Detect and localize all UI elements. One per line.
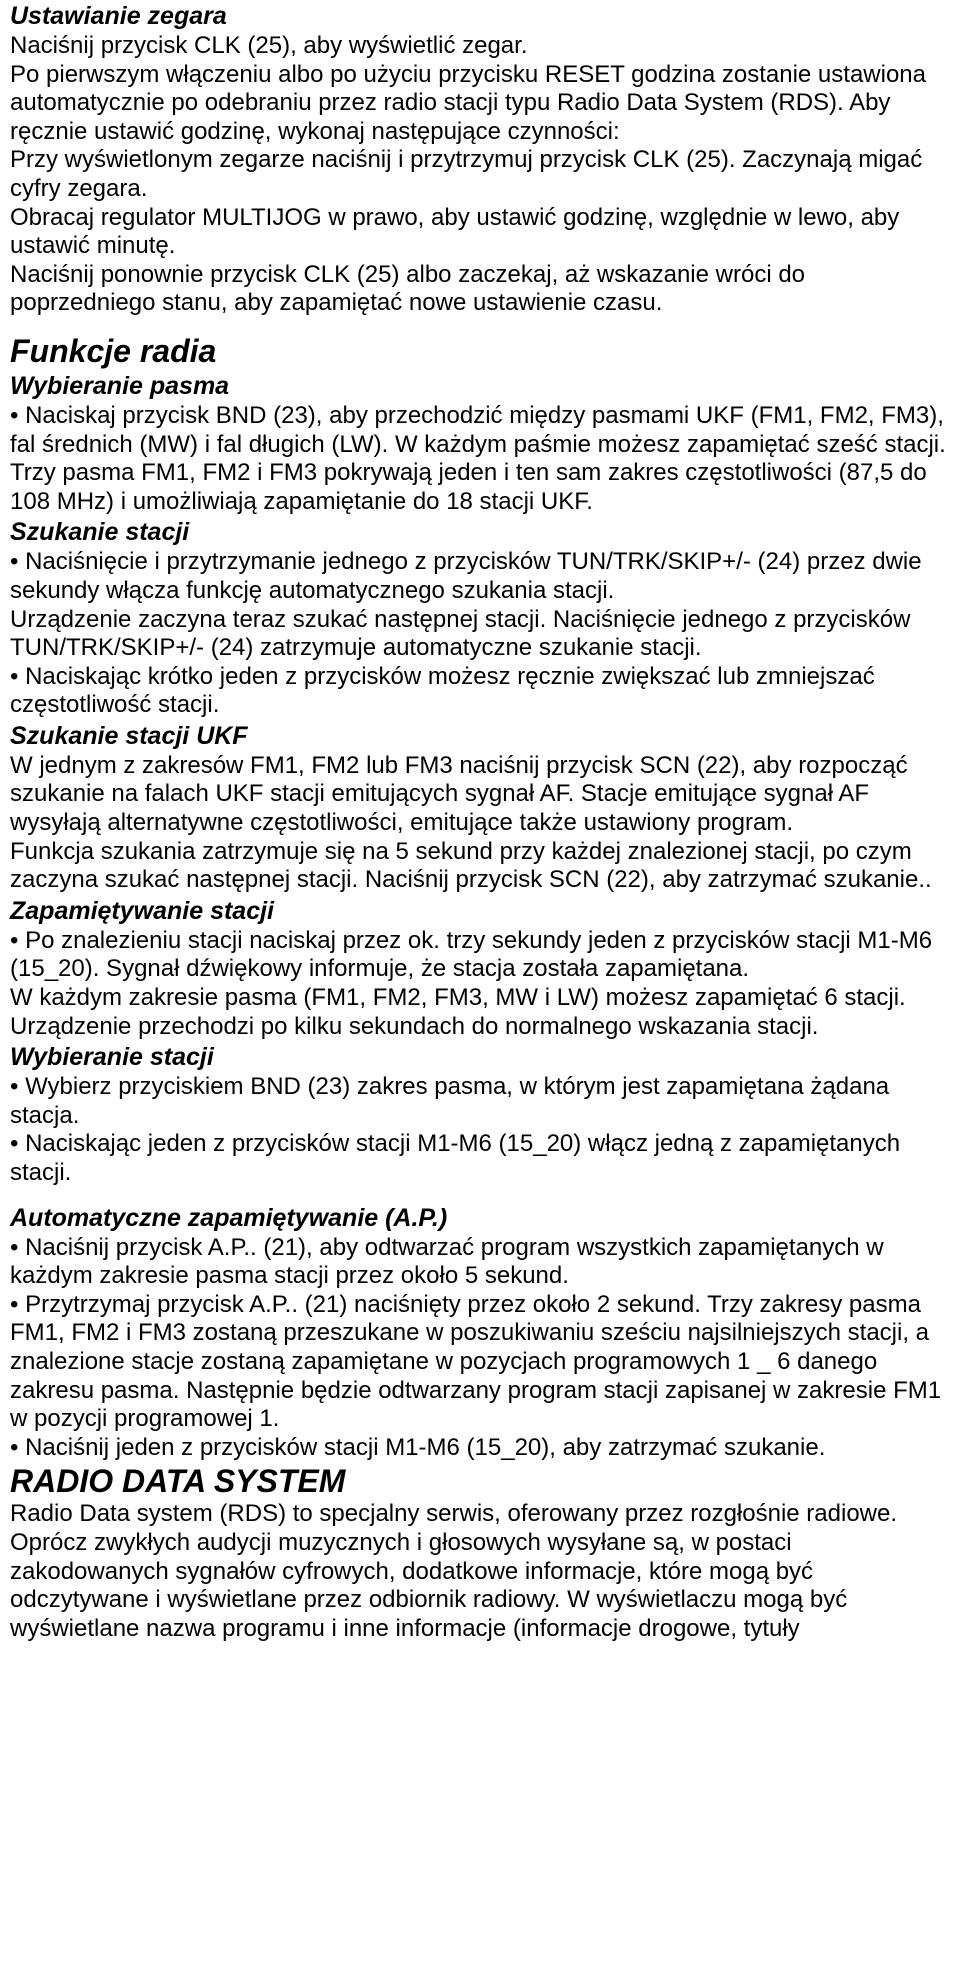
paragraph: Funkcja szukania zatrzymuje się na 5 sekund przy każdej znalezionej stacji, po czym zaczyna szukać następnej stacji. Naciśnij przycisk SCN (22), aby zatrzymać szukanie.. [10,837,932,894]
section-heading: Szukanie stacji UKF [10,721,248,750]
paragraph: Po pierwszym włączeniu albo po użyciu przycisku RESET godzina zostanie ustawiona automatycznie po odebraniu przez radio stacji typu Radio Data System (RDS). Aby ręcznie ustawić godzinę, wykonaj następujące czynności: [10,60,926,145]
paragraph: Trzy pasma FM1, FM2 i FM3 pokrywają jeden i ten sam zakres częstotliwości (87,5 do 108 MHz) i umożliwiają zapamiętanie do 18 stacji UKF. [10,459,927,515]
paragraph: • Naciśnięcie i przytrzymanie jednego z przycisków TUN/TRK/SKIP+/- (24) przez dwie sekundy włącza funkcję automatycznego szukania stacji. [10,548,922,604]
section-heading: Zapamiętywanie stacji [10,896,275,925]
section-auto-memory [10,1202,950,1463]
paragraph: Urządzenie zaczyna teraz szukać następnej stacji. Naciśnięcie jednego z przycisków TUN/TRK/SKIP+/- (24) zatrzymuje automatyczne szukanie stacji. [10,605,911,662]
paragraph: Przy wyświetlonym zegarze naciśnij i przytrzymuj przycisk CLK (25). Zaczynają migać cyfry zegara. [10,146,923,202]
section-heading: Ustawianie zegara [10,2,227,30]
paragraph: Naciśnij przycisk CLK (25), aby wyświetlić zegar. [10,32,528,59]
section-heading: Wybieranie stacji [10,1043,214,1072]
section-clock-setting [10,0,950,318]
paragraph: • Przytrzymaj przycisk A.P.. (21) naciśnięty przez około 2 sekund. Trzy zakresy pasma FM1, FM2 i FM3 zostaną przeszukane w poszukiwaniu sześciu najsilniejszych stacji, a znalezione stacje zostaną zapamiętane w pozycjach programowych 1 _ 6 danego zakresu pasma. Następnie będzie odtwarzany program stacji zapisanej w zakresie FM1 w pozycji programowej 1. [10,1290,942,1433]
section-title: RADIO DATA SYSTEM [10,1463,346,1500]
paragraph: W każdym zakresie pasma (FM1, FM2, FM3, MW i LW) możesz zapamiętać 6 stacji. [10,984,906,1012]
paragraph: Obracaj regulator MULTIJOG w prawo, aby ustawić godzinę, względnie w lewo, aby ustawić minutę. [10,203,900,260]
section-station-memory [10,895,950,1041]
section-radio-functions [10,332,950,516]
paragraph: Urządzenie przechodzi po kilku sekundach do normalnego wskazania stacji. [10,1012,819,1040]
section-heading: Wybieranie pasma [10,371,230,400]
section-fm-station-search [10,720,950,895]
paragraph: • Naciśnij przycisk A.P.. (21), aby odtwarzać program wszystkich zapamiętanych w każdym zakresie pasma stacji przez około 5 sekund. [10,1233,884,1290]
paragraph: • Po znalezieniu stacji naciskaj przez ok. trzy sekundy jeden z przycisków stacji M1-M6 (15_20). Sygnał dźwiękowy informuje, że stacja została zapamiętana. [10,926,933,983]
paragraph: • Naciskając jeden z przycisków stacji M1-M6 (15_20) włącz jedną z zapamiętanych stacji. [10,1130,901,1186]
paragraph: • Naciskaj przycisk BND (23), aby przechodzić między pasmami UKF (FM1, FM2, FM3), fal średnich (MW) i fal długich (LW). W każdym paśmie możesz zapamiętać sześć stacji. [10,401,946,458]
paragraph: W jednym z zakresów FM1, FM2 lub FM3 naciśnij przycisk SCN (22), aby rozpocząć szukanie na falach UKF stacji emitujących sygnał AF. Stacje emitujące sygnał AF wysyłają alternatywne częstotliwości, emitujące także ustawiony program. [10,751,908,837]
section-title: Funkcje radia [10,332,217,369]
section-rds [10,1462,950,1643]
section-heading: Szukanie stacji [10,518,190,547]
section-station-select [10,1041,950,1187]
paragraph: • Naciskając krótko jeden z przycisków możesz ręcznie zwiększać lub zmniejszać częstotliwość stacji. [10,662,875,719]
section-heading: Automatyczne zapamiętywanie (A.P.) [10,1203,448,1232]
paragraph: Radio Data system (RDS) to specjalny serwis, oferowany przez rozgłośnie radiowe. Oprócz zwykłych audycji muzycznych i głosowych wysyłane są, w postaci zakodowanych sygnałów cyfrowych, dodatkowe informacje, które mogą być odczytywane i wyświetlane przez odbiornik radiowy. W wyświetlaczu mogą być wyświetlane nazwa programu i inne informacje (informacje drogowe, tytuły [10,1500,898,1642]
paragraph: • Wybierz przyciskiem BND (23) zakres pasma, w którym jest zapamiętana żądana stacja. [10,1073,890,1129]
section-station-search [10,516,950,720]
paragraph: Naciśnij ponownie przycisk CLK (25) albo zaczekaj, aż wskazanie wróci do poprzedniego stanu, aby zapamiętać nowe ustawienie czasu. [10,260,806,317]
paragraph: • Naciśnij jeden z przycisków stacji M1-M6 (15_20), aby zatrzymać szukanie. [10,1433,826,1461]
